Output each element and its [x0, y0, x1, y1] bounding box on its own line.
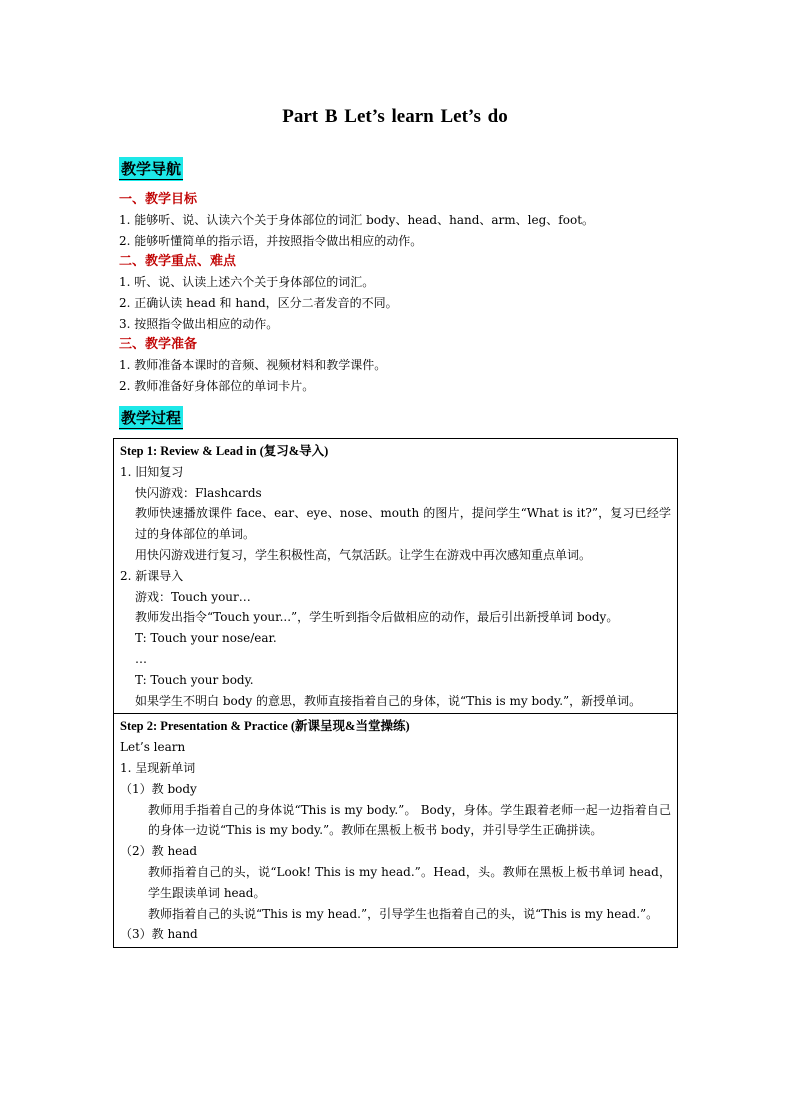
step-1-line: 2. 新课导入: [120, 568, 184, 583]
step-1-cell: [114, 439, 678, 714]
step-1-line: 教师快速播放课件 face、ear、eye、nose、mouth 的图片，提问学生“What is it?”，复习已经学过的身体部位的单词。: [135, 506, 671, 542]
step-2-row: [114, 714, 678, 948]
step-1-line: 快闪游戏：Flashcards: [135, 485, 262, 500]
step-1-line: 用快闪游戏进行复习，学生积极性高，气氛活跃。让学生在游戏中再次感知重点单词。: [135, 547, 592, 562]
preparation-item: 1. 教师准备本课时的音频、视频材料和教学课件。: [119, 358, 387, 372]
step-1-line: 游戏：Touch your…: [135, 589, 251, 604]
section-badge-process: 教学过程: [119, 406, 183, 430]
preparation-item: 2. 教师准备好身体部位的单词卡片。: [119, 379, 315, 393]
lesson-process-table: [113, 438, 678, 948]
section-badge-guide: 教学导航: [119, 157, 183, 181]
step-2-line: 1. 呈现新单词: [120, 760, 196, 775]
step-1-line: T: Touch your body.: [135, 672, 254, 687]
step-1-line: 教师发出指令“Touch your...”，学生听到指令后做相应的动作，最后引出新授单词 body。: [135, 610, 619, 625]
key-point-item: 2. 正确认读 head 和 hand，区分二者发音的不同。: [119, 296, 398, 310]
step-2-line: 教师指着自己的头，说“Look! This is my head.”。Head，头。教师在黑板上板书单词 head，学生跟读单词 head。: [148, 864, 671, 900]
key-point-item: 3. 按照指令做出相应的动作。: [119, 317, 279, 331]
key-point-item: 1. 听、说、认读上述六个关于身体部位的词汇。: [119, 275, 375, 289]
step-2-heading: Step 2: Presentation & Practice (新课呈现&当堂操练): [120, 719, 410, 734]
step-2-cell: [114, 714, 678, 948]
step-1-heading: Step 1: Review & Lead in (复习&导入): [120, 444, 329, 458]
preparation-heading: 三、教学准备: [119, 337, 198, 352]
step-2-line: Let’s learn: [120, 740, 186, 755]
step-2-line: （1）教 body: [120, 781, 197, 796]
objective-item: 1. 能够听、说、认读六个关于身体部位的词汇 body、head、hand、arm、leg、foot。: [119, 213, 595, 227]
key-points-heading: 二、教学重点、难点: [119, 254, 237, 269]
objective-item: 2. 能够听懂简单的指示语，并按照指令做出相应的动作。: [119, 234, 423, 248]
step-1-line: 如果学生不明白 body 的意思，教师直接指着自己的身体，说“This is my body.”，新授单词。: [135, 693, 642, 708]
step-1-line: 1. 旧知复习: [120, 464, 184, 479]
step-1-line: T: Touch your nose/ear.: [135, 631, 277, 646]
page-title: Part B Let’s learn Let’s do: [282, 106, 508, 127]
objectives-heading: 一、教学目标: [119, 192, 198, 207]
step-2-line: 教师用手指着自己的身体说“This is my body.”。 Body，身体。学生跟着老师一起一边指着自己的身体一边说“This is my body.”。教师在黑板上板书 body，并引导学生正确拼读。: [148, 802, 671, 838]
step-2-line: 教师指着自己的头说“This is my head.”，引导学生也指着自己的头，说“This is my head.”。: [148, 906, 659, 921]
step-1-row: [114, 439, 678, 714]
step-2-line: （3）教 hand: [120, 927, 198, 942]
step-2-line: （2）教 head: [120, 844, 198, 859]
guide-section: [119, 190, 689, 397]
step-1-line: …: [135, 651, 147, 666]
